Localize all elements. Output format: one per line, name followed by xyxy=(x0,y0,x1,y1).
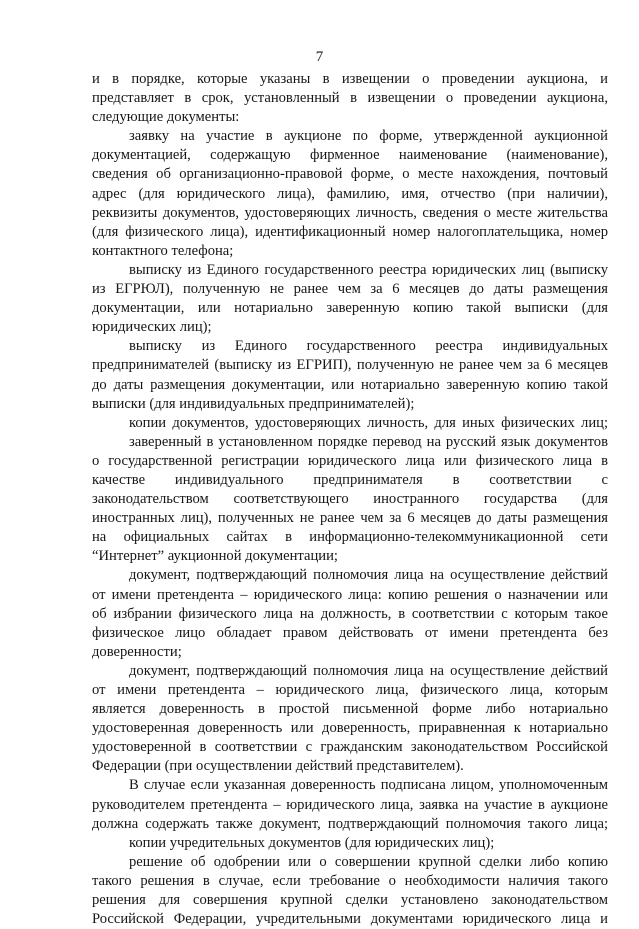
text-line: законодательством соответствующего иностранного государства (для xyxy=(92,491,608,508)
text-line: В случае если указанная доверенность подписана лицом, уполномоченным xyxy=(129,777,608,794)
text-line: документации, или нотариально заверенную копию такой выписки (для xyxy=(92,300,608,317)
text-line: иностранных лиц), полученных не ранее чем за 6 месяцев до даты размещения xyxy=(92,510,608,527)
text-line: документ, подтверждающий полномочия лица на осуществление действий xyxy=(129,567,608,584)
text-line: документ, подтверждающий полномочия лица на осуществление действий xyxy=(129,662,608,679)
text-line: до даты размещения документации, или нотариально заверенную копию такой xyxy=(92,376,608,393)
text-line: выписку из Единого государственного реестра юридических лиц (выписку xyxy=(129,261,608,278)
body-text xyxy=(92,70,608,929)
text-line: и в порядке, которые указаны в извещении о проведении аукциона, и xyxy=(92,71,608,87)
text-line: качестве индивидуального предпринимателя в соответствии с xyxy=(92,471,608,488)
text-line: “Интернет” аукционной документации; xyxy=(92,548,338,565)
text-line: на официальных сайтах в информационно-телекоммуникационной сети xyxy=(92,529,608,546)
text-line: (для физического лица), идентификационный номер налогоплательщика, номер xyxy=(92,223,608,240)
text-line: является доверенность в простой письменной форме либо нотариально xyxy=(92,701,608,718)
text-line: от имени претендента – юридического лица, физического лица, которым xyxy=(92,682,608,698)
text-line: должна содержать также документ, подтверждающий полномочия такого лица; xyxy=(92,815,608,832)
text-line: сведения об организационно-правовой форме, о месте нахождения, почтовый xyxy=(92,166,608,183)
text-line: выписки (для индивидуальных предпринимателей); xyxy=(92,395,415,412)
text-line: решение об одобрении или о совершении крупной сделки либо копию xyxy=(129,853,608,870)
text-line: документацией, содержащую фирменное наименование (наименование), xyxy=(92,147,608,164)
text-line: заявку на участие в аукционе по форме, утвержденной аукционной xyxy=(129,128,608,145)
text-line: юридических лиц); xyxy=(92,319,212,336)
text-line: адрес (для юридического лица), фамилию, имя, отчество (при наличии), xyxy=(92,185,608,202)
text-line: удостоверенная доверенность или доверенность, приравненная к нотариально xyxy=(92,720,608,737)
text-line: представляет в срок, установленный в извещении о проведении аукциона, xyxy=(92,90,608,107)
text-line: физическое лицо обладает правом действовать от имени претендента без xyxy=(92,624,608,641)
text-line: из ЕГРЮЛ), полученную не ранее чем за 6 месяцев до даты размещения xyxy=(92,281,608,298)
text-line: реквизиты документов, удостоверяющих личность, сведения о месте жительства xyxy=(92,204,608,221)
page-number: 7 xyxy=(315,49,324,65)
text-line: руководителем претендента – юридического лица, заявка на участие в аукционе xyxy=(92,796,608,813)
text-line: удостоверенной в соответствии с гражданским законодательством Российской xyxy=(92,739,608,756)
text-line: копии документов, удостоверяющих личность, для иных физических лиц; xyxy=(129,414,608,431)
text-line: выписку из Единого государственного реестра индивидуальных xyxy=(129,338,608,355)
text-line: копии учредительных документов (для юридических лиц); xyxy=(129,834,495,851)
text-line: решения для совершения крупной сделки установлено законодательством xyxy=(92,892,608,909)
text-line: о государственной регистрации юридического лица или физического лица в xyxy=(92,452,608,469)
text-line: об избрании физического лица на должность, в соответствии с которым такое xyxy=(92,605,608,622)
text-line: следующие документы: xyxy=(92,109,240,126)
text-line: контактного телефона; xyxy=(92,242,234,259)
text-line: доверенности; xyxy=(92,643,182,660)
text-line: от имени претендента – юридического лица: копию решения о назначении или xyxy=(92,586,608,603)
text-line: такого решения в случае, если требование о необходимости наличия такого xyxy=(92,872,608,889)
text-line: предпринимателей (выписку из ЕГРИП), полученную не ранее чем за 6 месяцев xyxy=(92,357,608,374)
text-line: заверенный в установленном порядке перевод на русский язык документов xyxy=(129,433,608,450)
text-line: Федерации (при осуществлении действий представителем). xyxy=(92,758,464,775)
text-line: Российской Федерации, учредительными документами юридического лица и xyxy=(92,911,608,928)
